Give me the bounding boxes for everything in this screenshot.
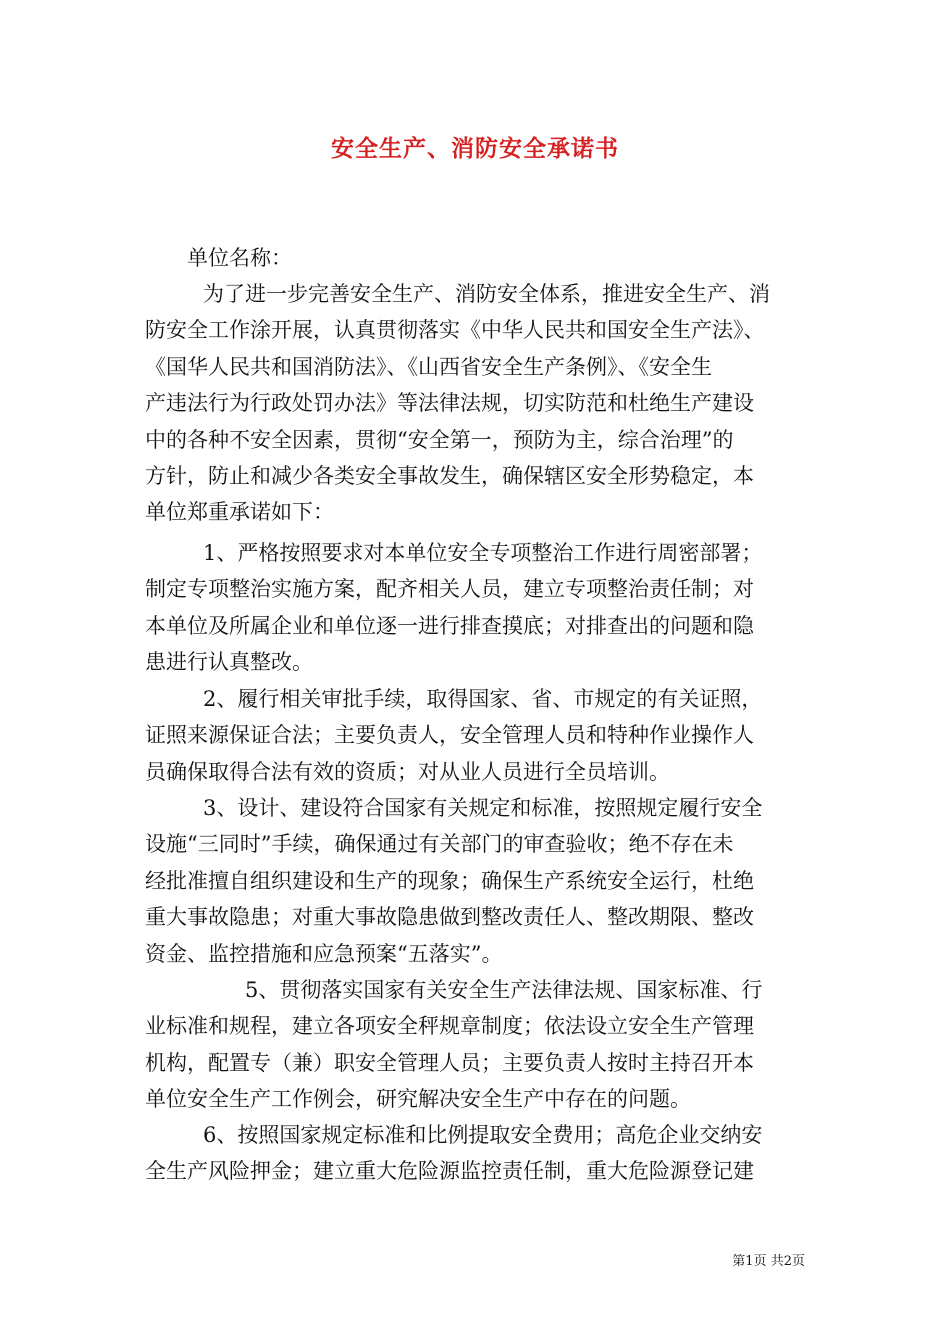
paragraph-line: 患进行认真整改。 (145, 650, 313, 675)
commitment-item-5 (145, 972, 815, 1118)
paragraph-line: 2、履行相关审批手续，取得国家、省、市规定的有关证照， (203, 687, 763, 711)
footer-suffix: 页 (791, 1254, 805, 1269)
paragraph-line: 经批准擅自组织建设和生产的现象；确保生产系统安全运行，杜绝 (145, 868, 754, 893)
paragraph-line: 业标准和规程，建立各项安全秤规章制度；依法设立安全生产管理 (145, 1014, 754, 1039)
page-number-footer (732, 1250, 805, 1269)
unit-name-field (145, 240, 815, 276)
footer-prefix: 第 (732, 1254, 746, 1269)
paragraph-line: 资金、监控措施和应急预案“五落实”。 (145, 941, 503, 966)
paragraph-line: 6、按照国家规定标准和比例提取安全费用；高危企业交纳安 (203, 1123, 763, 1147)
paragraph-line: 5、贯彻落实国家有关安全生产法律法规、国家标准、行 (245, 978, 763, 1002)
paragraph-line: 全生产风险押金；建立重大危险源监控责任制，重大危险源登记建 (145, 1159, 754, 1184)
current-page-number: 1 (745, 1254, 754, 1269)
paragraph-line: 设施“三同时”手续，确保通过有关部门的审查验收；绝不存在未 (145, 832, 734, 857)
total-pages-number: 2 (783, 1254, 792, 1269)
paragraph-line: 机构，配置专（兼）职安全管理人员；主要负责人按时主持召开本 (145, 1050, 754, 1075)
footer-middle: 页 共 (753, 1254, 784, 1269)
unit-name-label: 单位名称： (187, 246, 292, 270)
commitment-item-3 (145, 790, 815, 972)
paragraph-line: 员确保取得合法有效的资质；对从业人员进行全员培训。 (145, 759, 670, 784)
document-title: 安全生产、消防安全承诺书 (331, 136, 619, 162)
commitment-item-2 (145, 681, 815, 790)
paragraph-line: 证照来源保证合法；主要负责人，安全管理人员和特种作业操作人 (145, 723, 754, 748)
commitment-item-1 (145, 535, 815, 681)
paragraph-line: 制定专项整治实施方案，配齐相关人员，建立专项整治责任制；对 (145, 577, 754, 602)
paragraph-line: 1、严格按照要求对本单位安全专项整治工作进行周密部署； (203, 541, 763, 565)
paragraph-line: 中的各种不安全因素，贯彻“安全第一，预防为主，综合治理”的 (145, 427, 734, 452)
paragraph-line: 重大事故隐患；对重大事故隐患做到整改责任人、整改期限、整改 (145, 905, 754, 930)
paragraph-line: 《国华人民共和国消防法》、《山西省安全生产条例》、《安全生 (145, 354, 712, 379)
paragraph-line: 产违法行为行政处罚办法》等法律法规，切实防范和杜绝生产建设 (145, 391, 754, 416)
paragraph-line: 本单位及所属企业和单位逐一进行排查摸底；对排查出的问题和隐 (145, 613, 754, 638)
paragraph-line: 单位郑重承诺如下： (145, 500, 334, 525)
paragraph-line: 单位安全生产工作例会，研究解决安全生产中存在的问题。 (145, 1087, 691, 1112)
paragraph-line: 为了进一步完善安全生产、消防安全体系，推进安全生产、消 (203, 282, 770, 306)
intro-paragraph (145, 276, 815, 531)
paragraph-line: 3、设计、建设符合国家有关规定和标准，按照规定履行安全 (203, 796, 763, 820)
paragraph-line: 防安全工作涂开展，认真贯彻落实《中华人民共和国安全生产法》、 (145, 318, 765, 343)
commitment-item-6 (145, 1117, 815, 1190)
paragraph-line: 方针，防止和减少各类安全事故发生，确保辖区安全形势稳定，本 (145, 463, 754, 488)
